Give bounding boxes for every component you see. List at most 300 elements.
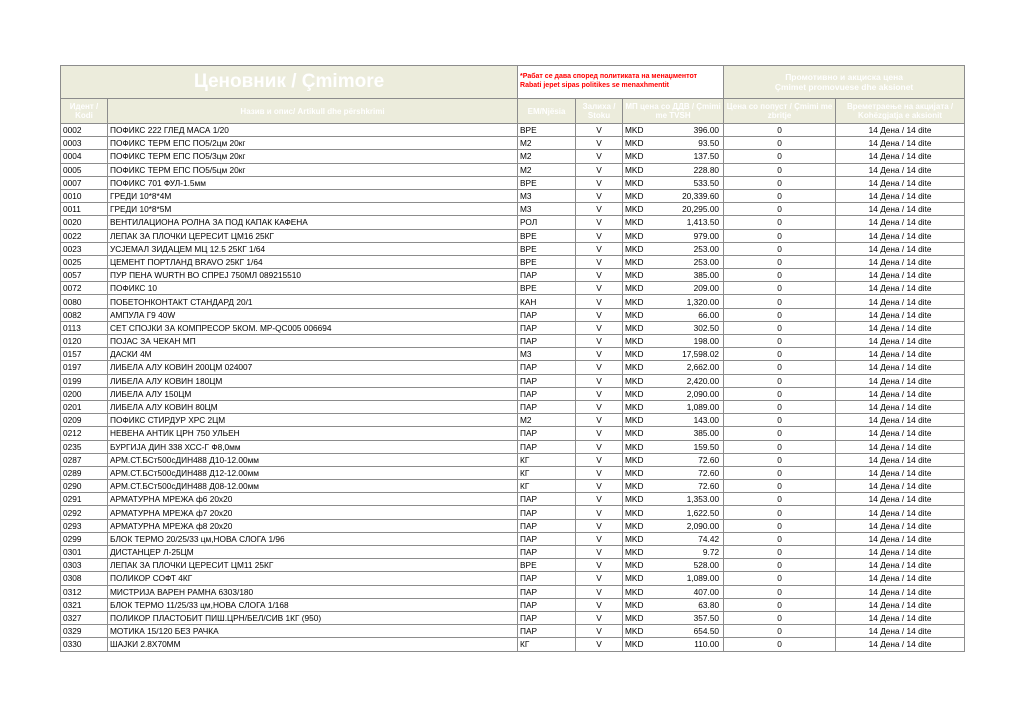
- item-price: 2,662.00: [679, 361, 724, 374]
- item-discount-price: 0: [724, 400, 836, 413]
- item-discount-price: 0: [724, 453, 836, 466]
- item-discount-price: 0: [724, 150, 836, 163]
- item-name: ПОФИКС 222 ГЛЕД МАСА 1/20: [108, 124, 518, 137]
- item-discount-price: 0: [724, 427, 836, 440]
- item-promo-duration: 14 Дена / 14 dite: [836, 295, 965, 308]
- item-discount-price: 0: [724, 255, 836, 268]
- item-price: 1,089.00: [679, 400, 724, 413]
- item-stock-flag: V: [576, 572, 623, 585]
- item-currency: MKD: [623, 374, 679, 387]
- item-currency: MKD: [623, 216, 679, 229]
- table-row: [61, 532, 965, 545]
- item-promo-duration: 14 Дена / 14 dite: [836, 189, 965, 202]
- item-stock-flag: V: [576, 466, 623, 479]
- item-promo-duration: 14 Дена / 14 dite: [836, 572, 965, 585]
- item-price: 654.50: [679, 625, 724, 638]
- item-currency: MKD: [623, 361, 679, 374]
- item-promo-duration: 14 Дена / 14 dite: [836, 308, 965, 321]
- item-currency: MKD: [623, 348, 679, 361]
- item-price: 357.50: [679, 611, 724, 624]
- item-currency: MKD: [623, 440, 679, 453]
- item-currency: MKD: [623, 163, 679, 176]
- table-row: [61, 203, 965, 216]
- table-row: [61, 638, 965, 651]
- item-stock-flag: V: [576, 374, 623, 387]
- item-name: АРМАТУРНА МРЕЖА ф7 20х20: [108, 506, 518, 519]
- item-stock-flag: V: [576, 255, 623, 268]
- item-promo-duration: 14 Дена / 14 dite: [836, 374, 965, 387]
- item-unit: ПАР: [518, 625, 576, 638]
- table-row: [61, 546, 965, 559]
- item-currency: MKD: [623, 308, 679, 321]
- item-stock-flag: V: [576, 532, 623, 545]
- item-discount-price: 0: [724, 203, 836, 216]
- item-code: 0005: [61, 163, 108, 176]
- table-row: [61, 440, 965, 453]
- item-discount-price: 0: [724, 480, 836, 493]
- item-promo-duration: 14 Дена / 14 dite: [836, 493, 965, 506]
- item-unit: М2: [518, 137, 576, 150]
- item-code: 0003: [61, 137, 108, 150]
- item-discount-price: 0: [724, 295, 836, 308]
- item-stock-flag: V: [576, 546, 623, 559]
- item-code: 0290: [61, 480, 108, 493]
- item-promo-duration: 14 Дена / 14 dite: [836, 414, 965, 427]
- item-unit: КГ: [518, 453, 576, 466]
- item-currency: MKD: [623, 124, 679, 137]
- item-name: АРМ.СТ.БСт500сДИН488 Д08-12.00мм: [108, 480, 518, 493]
- item-name: ЛЕПАК ЗА ПЛОЧКИ ЦЕРЕСИТ ЦМ16 25КГ: [108, 229, 518, 242]
- item-unit: ВРЕ: [518, 559, 576, 572]
- item-code: 0308: [61, 572, 108, 585]
- price-list-table: [60, 65, 965, 652]
- item-price: 66.00: [679, 308, 724, 321]
- item-code: 0200: [61, 387, 108, 400]
- item-currency: MKD: [623, 150, 679, 163]
- item-price: 2,420.00: [679, 374, 724, 387]
- item-stock-flag: V: [576, 519, 623, 532]
- item-price: 1,622.50: [679, 506, 724, 519]
- item-code: 0197: [61, 361, 108, 374]
- item-stock-flag: V: [576, 387, 623, 400]
- item-currency: MKD: [623, 335, 679, 348]
- item-currency: MKD: [623, 598, 679, 611]
- item-currency: MKD: [623, 532, 679, 545]
- item-name: АМПУЛА Г9 40W: [108, 308, 518, 321]
- item-unit: ПАР: [518, 598, 576, 611]
- item-price: 396.00: [679, 124, 724, 137]
- item-currency: MKD: [623, 559, 679, 572]
- item-promo-duration: 14 Дена / 14 dite: [836, 427, 965, 440]
- item-unit: М2: [518, 163, 576, 176]
- item-name: ЛИБЕЛА АЛУ КОВИН 180ЦМ: [108, 374, 518, 387]
- item-price: 528.00: [679, 559, 724, 572]
- item-price: 63.80: [679, 598, 724, 611]
- item-code: 0010: [61, 189, 108, 202]
- item-stock-flag: V: [576, 453, 623, 466]
- table-row: [61, 611, 965, 624]
- item-promo-duration: 14 Дена / 14 dite: [836, 150, 965, 163]
- item-promo-duration: 14 Дена / 14 dite: [836, 598, 965, 611]
- item-currency: MKD: [623, 427, 679, 440]
- item-unit: ВРЕ: [518, 176, 576, 189]
- item-discount-price: 0: [724, 519, 836, 532]
- item-promo-duration: 14 Дена / 14 dite: [836, 335, 965, 348]
- item-name: ЛИБЕЛА АЛУ КОВИН 200ЦМ 024007: [108, 361, 518, 374]
- item-currency: MKD: [623, 414, 679, 427]
- table-row: [61, 427, 965, 440]
- item-currency: MKD: [623, 572, 679, 585]
- item-name: ДИСТАНЦЕР Л-25ЦМ: [108, 546, 518, 559]
- item-promo-duration: 14 Дена / 14 dite: [836, 400, 965, 413]
- item-discount-price: 0: [724, 348, 836, 361]
- col-header-stock: Залиха / Stoku: [576, 99, 623, 124]
- page-title: Ценовник / Çmimore: [61, 66, 518, 99]
- table-row: [61, 216, 965, 229]
- discount-note-sq: Rabati jepet sipas politikes se menaxhmentit: [520, 82, 670, 89]
- item-code: 0011: [61, 203, 108, 216]
- item-unit: ПАР: [518, 519, 576, 532]
- item-name: ВЕНТИЛАЦИОНА РОЛНА ЗА ПОД КАПАК КАФЕНА: [108, 216, 518, 229]
- item-discount-price: 0: [724, 559, 836, 572]
- item-stock-flag: V: [576, 150, 623, 163]
- item-unit: ПАР: [518, 493, 576, 506]
- item-name: МОТИКА 15/120 БЕЗ РАЧКА: [108, 625, 518, 638]
- item-unit: ВРЕ: [518, 124, 576, 137]
- item-name: АРМ.СТ.БСт500сДИН488 Д10-12.00мм: [108, 453, 518, 466]
- item-currency: MKD: [623, 453, 679, 466]
- item-unit: М2: [518, 414, 576, 427]
- item-stock-flag: V: [576, 493, 623, 506]
- item-name: МИСТРИЈА ВАРЕН РАМНА 6303/180: [108, 585, 518, 598]
- item-unit: ПАР: [518, 546, 576, 559]
- item-discount-price: 0: [724, 638, 836, 651]
- table-row: [61, 295, 965, 308]
- table-row: [61, 163, 965, 176]
- table-row: [61, 466, 965, 479]
- item-promo-duration: 14 Дена / 14 dite: [836, 559, 965, 572]
- item-name: АРМАТУРНА МРЕЖА ф8 20х20: [108, 519, 518, 532]
- item-unit: ПАР: [518, 427, 576, 440]
- item-promo-duration: 14 Дена / 14 dite: [836, 321, 965, 334]
- item-name: НЕВЕНА АНТИК ЦРН 750 УЛЬЕН: [108, 427, 518, 440]
- item-unit: ПАР: [518, 335, 576, 348]
- item-code: 0235: [61, 440, 108, 453]
- item-unit: ВРЕ: [518, 282, 576, 295]
- item-discount-price: 0: [724, 572, 836, 585]
- table-row: [61, 282, 965, 295]
- item-price: 2,090.00: [679, 387, 724, 400]
- item-stock-flag: V: [576, 216, 623, 229]
- item-code: 0113: [61, 321, 108, 334]
- table-row: [61, 453, 965, 466]
- item-price: 385.00: [679, 269, 724, 282]
- col-header-name: Назив и опис/ Artikull dhe përshkrimi: [108, 99, 518, 124]
- item-stock-flag: V: [576, 414, 623, 427]
- item-currency: MKD: [623, 282, 679, 295]
- table-row: [61, 598, 965, 611]
- item-price: 72.60: [679, 453, 724, 466]
- item-code: 0299: [61, 532, 108, 545]
- item-discount-price: 0: [724, 124, 836, 137]
- item-code: 0287: [61, 453, 108, 466]
- item-name: ПОФИКС СТИРДУР ХРС 2ЦМ: [108, 414, 518, 427]
- item-stock-flag: V: [576, 598, 623, 611]
- item-price: 72.60: [679, 466, 724, 479]
- item-price: 253.00: [679, 255, 724, 268]
- item-unit: КГ: [518, 480, 576, 493]
- item-stock-flag: V: [576, 585, 623, 598]
- col-header-duration: Времетраење на акцијата / Kohëzgjatja e aksionit: [836, 99, 965, 124]
- item-price: 20,339.60: [679, 189, 724, 202]
- item-code: 0072: [61, 282, 108, 295]
- item-discount-price: 0: [724, 493, 836, 506]
- item-name: ЛЕПАК ЗА ПЛОЧКИ ЦЕРЕСИТ ЦМ11 25КГ: [108, 559, 518, 572]
- item-unit: ПАР: [518, 387, 576, 400]
- item-promo-duration: 14 Дена / 14 dite: [836, 203, 965, 216]
- item-code: 0023: [61, 242, 108, 255]
- item-promo-duration: 14 Дена / 14 dite: [836, 440, 965, 453]
- item-code: 0321: [61, 598, 108, 611]
- item-price: 72.60: [679, 480, 724, 493]
- item-unit: ПАР: [518, 532, 576, 545]
- item-code: 0057: [61, 269, 108, 282]
- item-name: ПУР ПЕНА WURTH ВО СПРЕЈ 750МЛ 089215510: [108, 269, 518, 282]
- item-price: 253.00: [679, 242, 724, 255]
- item-unit: ПАР: [518, 321, 576, 334]
- item-discount-price: 0: [724, 269, 836, 282]
- item-code: 0004: [61, 150, 108, 163]
- item-discount-price: 0: [724, 176, 836, 189]
- item-stock-flag: V: [576, 203, 623, 216]
- price-list-sheet: [60, 65, 964, 652]
- item-name: АРМ.СТ.БСт500сДИН488 Д12-12.00мм: [108, 466, 518, 479]
- item-stock-flag: V: [576, 308, 623, 321]
- item-name: ЦЕМЕНТ ПОРТЛАНД BRAVO 25КГ 1/64: [108, 255, 518, 268]
- item-price: 407.00: [679, 585, 724, 598]
- item-name: ГРЕДИ 10*8*5М: [108, 203, 518, 216]
- item-price: 198.00: [679, 335, 724, 348]
- table-row: [61, 414, 965, 427]
- column-header-row: [61, 99, 965, 124]
- item-unit: ПАР: [518, 585, 576, 598]
- item-name: ШАЈКИ 2.8Х70ММ: [108, 638, 518, 651]
- item-unit: ПАР: [518, 308, 576, 321]
- item-price: 1,413.50: [679, 216, 724, 229]
- item-name: БУРГИЈА ДИН 338 ХСС-Г Ф8,0мм: [108, 440, 518, 453]
- item-name: ПОЈАС ЗА ЧЕКАН МП: [108, 335, 518, 348]
- item-name: ЛИБЕЛА АЛУ 150ЦМ: [108, 387, 518, 400]
- table-row: [61, 374, 965, 387]
- item-promo-duration: 14 Дена / 14 dite: [836, 585, 965, 598]
- item-price: 143.00: [679, 414, 724, 427]
- item-currency: MKD: [623, 506, 679, 519]
- col-header-em: ЕМ/Njësia: [518, 99, 576, 124]
- item-promo-duration: 14 Дена / 14 dite: [836, 229, 965, 242]
- item-unit: КАН: [518, 295, 576, 308]
- item-unit: КГ: [518, 638, 576, 651]
- item-unit: ПАР: [518, 269, 576, 282]
- item-stock-flag: V: [576, 163, 623, 176]
- col-header-price: МП цена со ДДВ / Çmimi me TVSH: [623, 99, 724, 124]
- item-code: 0002: [61, 124, 108, 137]
- item-promo-duration: 14 Дена / 14 dite: [836, 163, 965, 176]
- item-code: 0082: [61, 308, 108, 321]
- item-code: 0157: [61, 348, 108, 361]
- table-row: [61, 348, 965, 361]
- table-row: [61, 189, 965, 202]
- item-promo-duration: 14 Дена / 14 dite: [836, 453, 965, 466]
- item-stock-flag: V: [576, 400, 623, 413]
- item-unit: М3: [518, 203, 576, 216]
- item-stock-flag: V: [576, 348, 623, 361]
- item-promo-duration: 14 Дена / 14 dite: [836, 282, 965, 295]
- item-stock-flag: V: [576, 242, 623, 255]
- item-price: 1,353.00: [679, 493, 724, 506]
- item-discount-price: 0: [724, 611, 836, 624]
- item-price: 159.50: [679, 440, 724, 453]
- item-discount-price: 0: [724, 387, 836, 400]
- item-stock-flag: V: [576, 480, 623, 493]
- item-discount-price: 0: [724, 361, 836, 374]
- item-unit: М3: [518, 348, 576, 361]
- item-unit: ВРЕ: [518, 229, 576, 242]
- item-price: 1,320.00: [679, 295, 724, 308]
- item-unit: М2: [518, 150, 576, 163]
- item-promo-duration: 14 Дена / 14 dite: [836, 611, 965, 624]
- item-currency: MKD: [623, 466, 679, 479]
- item-name: БЛОК ТЕРМО 20/25/33 цм,НОВА СЛОГА 1/96: [108, 532, 518, 545]
- item-code: 0209: [61, 414, 108, 427]
- item-name: ГРЕДИ 10*8*4М: [108, 189, 518, 202]
- item-name: ДАСКИ 4М: [108, 348, 518, 361]
- item-promo-duration: 14 Дена / 14 dite: [836, 124, 965, 137]
- item-promo-duration: 14 Дена / 14 dite: [836, 255, 965, 268]
- item-name: ПОФИКС 701 ФУЛ-1.5мм: [108, 176, 518, 189]
- item-unit: КГ: [518, 466, 576, 479]
- item-price: 17,598.02: [679, 348, 724, 361]
- item-name: ПОБЕТОНКОНТАКТ СТАНДАРД 20/1: [108, 295, 518, 308]
- item-discount-price: 0: [724, 466, 836, 479]
- item-price: 74.42: [679, 532, 724, 545]
- item-promo-duration: 14 Дена / 14 dite: [836, 625, 965, 638]
- item-price: 9.72: [679, 546, 724, 559]
- table-row: [61, 387, 965, 400]
- table-row: [61, 229, 965, 242]
- table-row: [61, 400, 965, 413]
- item-code: 0020: [61, 216, 108, 229]
- item-code: 0293: [61, 519, 108, 532]
- item-code: 0007: [61, 176, 108, 189]
- item-promo-duration: 14 Дена / 14 dite: [836, 137, 965, 150]
- item-promo-duration: 14 Дена / 14 dite: [836, 506, 965, 519]
- item-discount-price: 0: [724, 163, 836, 176]
- item-name: ЛИБЕЛА АЛУ КОВИН 80ЦМ: [108, 400, 518, 413]
- table-row: [61, 625, 965, 638]
- item-unit: М3: [518, 189, 576, 202]
- item-price: 979.00: [679, 229, 724, 242]
- item-price: 228.80: [679, 163, 724, 176]
- table-row: [61, 269, 965, 282]
- discount-note: [518, 66, 724, 99]
- item-currency: MKD: [623, 546, 679, 559]
- item-discount-price: 0: [724, 532, 836, 545]
- item-unit: ПАР: [518, 440, 576, 453]
- item-code: 0330: [61, 638, 108, 651]
- item-currency: MKD: [623, 585, 679, 598]
- table-row: [61, 242, 965, 255]
- item-promo-duration: 14 Дена / 14 dite: [836, 546, 965, 559]
- item-stock-flag: V: [576, 361, 623, 374]
- item-currency: MKD: [623, 625, 679, 638]
- item-stock-flag: V: [576, 321, 623, 334]
- item-code: 0327: [61, 611, 108, 624]
- item-currency: MKD: [623, 480, 679, 493]
- item-promo-duration: 14 Дена / 14 dite: [836, 519, 965, 532]
- item-stock-flag: V: [576, 440, 623, 453]
- item-stock-flag: V: [576, 559, 623, 572]
- item-price: 1,089.00: [679, 572, 724, 585]
- item-name: СЕТ СПОЈКИ ЗА КОМПРЕСОР 5КОМ. MP-QC005 006694: [108, 321, 518, 334]
- item-stock-flag: V: [576, 229, 623, 242]
- item-stock-flag: V: [576, 124, 623, 137]
- item-currency: MKD: [623, 638, 679, 651]
- item-name: ПОФИКС ТЕРМ ЕПС ПО5/3цм 20кг: [108, 150, 518, 163]
- item-promo-duration: 14 Дена / 14 dite: [836, 216, 965, 229]
- item-currency: MKD: [623, 321, 679, 334]
- item-discount-price: 0: [724, 598, 836, 611]
- item-price: 533.50: [679, 176, 724, 189]
- item-stock-flag: V: [576, 269, 623, 282]
- item-stock-flag: V: [576, 176, 623, 189]
- item-unit: ПАР: [518, 361, 576, 374]
- item-price: 302.50: [679, 321, 724, 334]
- item-promo-duration: 14 Дена / 14 dite: [836, 361, 965, 374]
- item-promo-duration: 14 Дена / 14 dite: [836, 466, 965, 479]
- item-name: ПОФИКС ТЕРМ ЕПС ПО5/2цм 20кг: [108, 137, 518, 150]
- item-promo-duration: 14 Дена / 14 dite: [836, 269, 965, 282]
- item-price: 209.00: [679, 282, 724, 295]
- item-code: 0201: [61, 400, 108, 413]
- item-stock-flag: V: [576, 295, 623, 308]
- item-discount-price: 0: [724, 374, 836, 387]
- table-row: [61, 176, 965, 189]
- table-row: [61, 137, 965, 150]
- item-stock-flag: V: [576, 506, 623, 519]
- table-row: [61, 493, 965, 506]
- item-name: ПОФИКС 10: [108, 282, 518, 295]
- item-stock-flag: V: [576, 137, 623, 150]
- item-stock-flag: V: [576, 282, 623, 295]
- item-code: 0025: [61, 255, 108, 268]
- item-code: 0080: [61, 295, 108, 308]
- item-code: 0312: [61, 585, 108, 598]
- item-discount-price: 0: [724, 440, 836, 453]
- table-row: [61, 124, 965, 137]
- item-code: 0212: [61, 427, 108, 440]
- item-name: БЛОК ТЕРМО 11/25/33 цм,НОВА СЛОГА 1/168: [108, 598, 518, 611]
- item-currency: MKD: [623, 242, 679, 255]
- item-stock-flag: V: [576, 625, 623, 638]
- item-currency: MKD: [623, 255, 679, 268]
- item-unit: РОЛ: [518, 216, 576, 229]
- item-promo-duration: 14 Дена / 14 dite: [836, 348, 965, 361]
- item-stock-flag: V: [576, 335, 623, 348]
- item-code: 0292: [61, 506, 108, 519]
- item-currency: MKD: [623, 400, 679, 413]
- item-code: 0120: [61, 335, 108, 348]
- item-discount-price: 0: [724, 321, 836, 334]
